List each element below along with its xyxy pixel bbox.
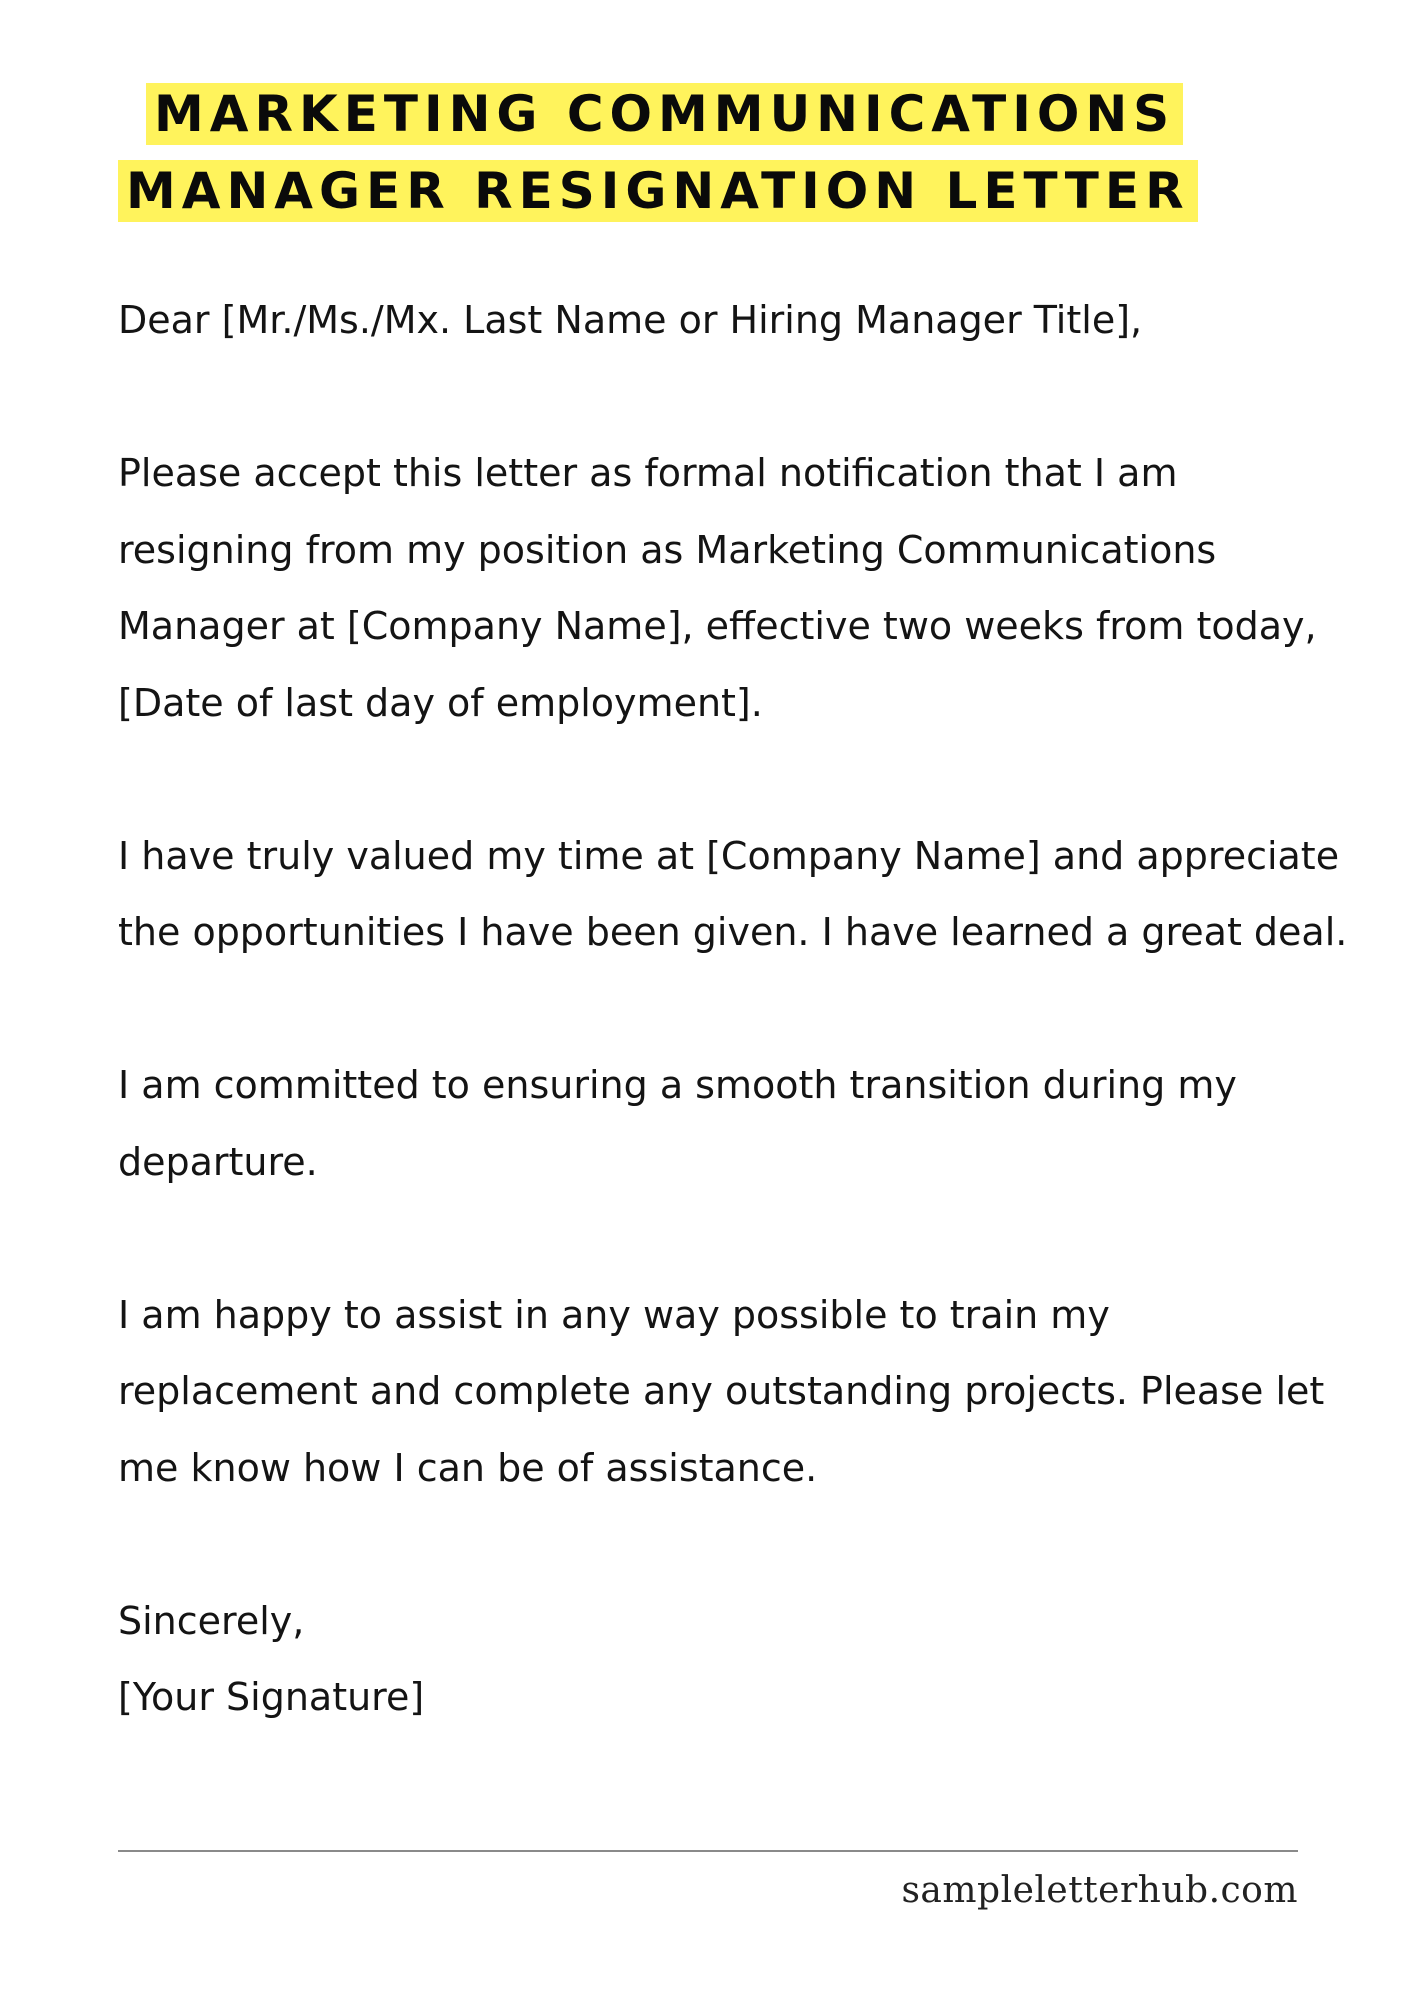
salutation: Dear [Mr./Ms./Mx. Last Name or Hiring Manager Title], — [118, 298, 1143, 342]
letter-body — [118, 282, 1358, 1736]
paragraph-transition: I am committed to ensuring a smooth transition during my departure. — [118, 1063, 1237, 1184]
title-line-1-wrapper — [118, 76, 1298, 153]
title-line-1: MARKETING COMMUNICATIONS — [146, 83, 1183, 145]
page-title — [118, 76, 1298, 230]
title-line-2: MANAGER RESIGNATION LETTER — [118, 160, 1198, 222]
signature-placeholder: [Your Signature] — [118, 1675, 425, 1719]
paragraph-appreciation: I have truly valued my time at [Company Name] and appreciate the opportunities I have been given. I have learned a great deal. — [118, 833, 1348, 954]
paragraph-resignation-notice: Please accept this letter as formal notification that I am resigning from my position as Marketing Communications Manager at [Company Name], effective two weeks from today, [Date of last day of employment]. — [118, 451, 1317, 725]
paragraph-assistance: I am happy to assist in any way possible to train my replacement and complete any outstanding projects. Please let me know how I can be of assistance. — [118, 1292, 1325, 1490]
closing: Sincerely, — [118, 1598, 305, 1643]
title-line-2-wrapper — [118, 153, 1298, 230]
footer-site-name: sampleletterhub.com — [901, 1870, 1298, 1911]
footer-divider — [118, 1850, 1298, 1852]
